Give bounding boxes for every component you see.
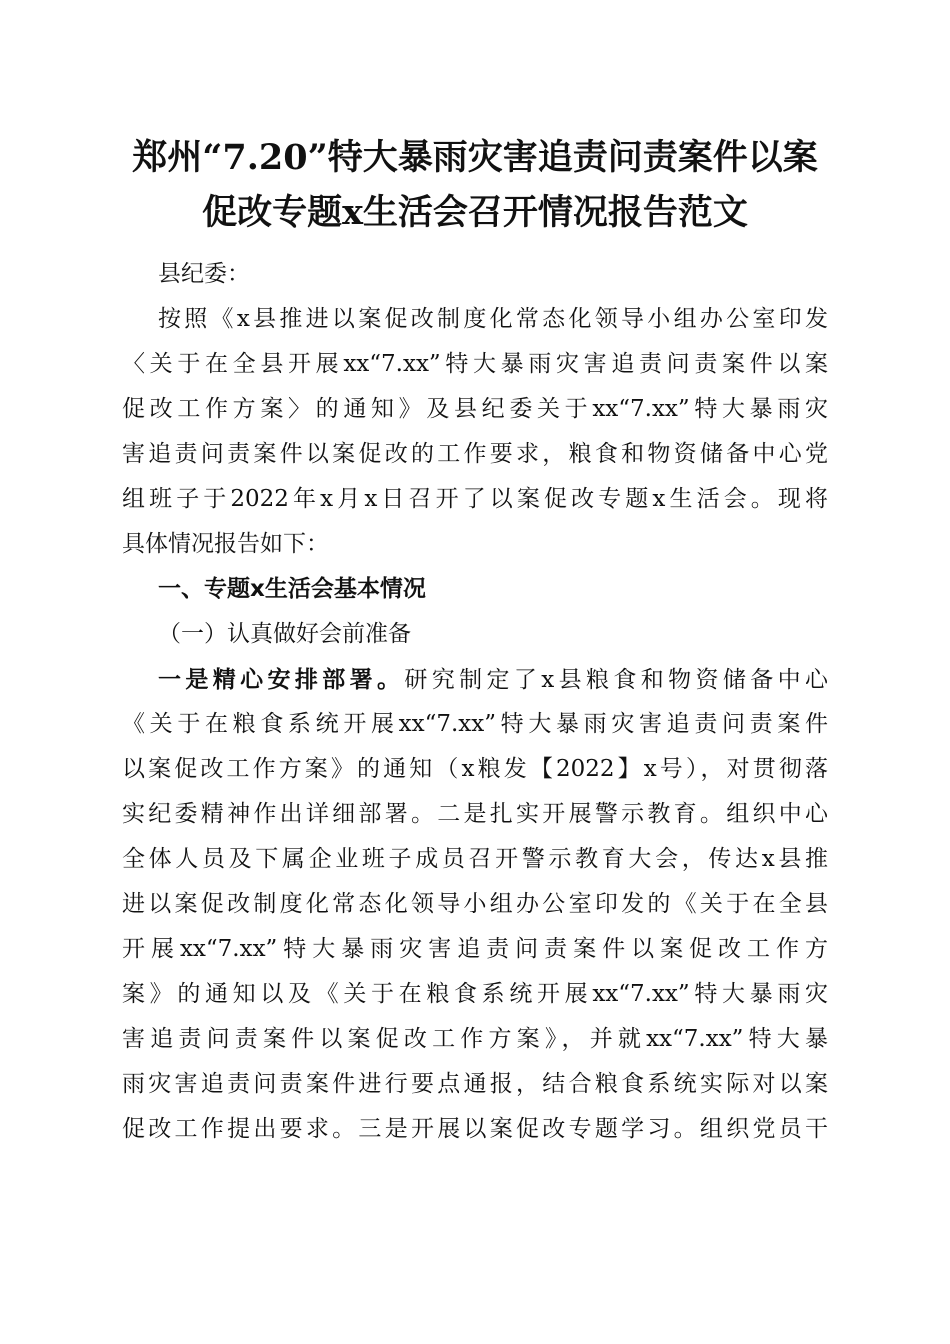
paragraph-line: 害追责问责案件以案促改工作方案》，并就xx“7.xx”特大暴 bbox=[122, 1026, 828, 1052]
paragraph-line: 促改工作方案〉的通知》及县纪委关于xx“7.xx”特大暴雨灾 bbox=[122, 396, 828, 422]
paragraph-line: 以案促改工作方案》的通知（x粮发【2022】x号），对贯彻落 bbox=[122, 756, 828, 782]
paragraph-line: 进以案促改制度化常态化领导小组办公室印发的《关于在全县 bbox=[122, 891, 828, 917]
subsection-heading-1: （一）认真做好会前准备 bbox=[158, 621, 411, 647]
paragraph-line: 《关于在粮食系统开展xx“7.xx”特大暴雨灾害追责问责案件 bbox=[122, 711, 828, 737]
paragraph-2 bbox=[122, 657, 828, 1152]
paragraph-line: 实纪委精神作出详细部署。二是扎实开展警示教育。组织中心 bbox=[122, 801, 828, 827]
paragraph-line: 全体人员及下属企业班子成员召开警示教育大会，传达x县推 bbox=[122, 846, 828, 872]
paragraph-line bbox=[122, 657, 828, 702]
paragraph-line: 组班子于2022年x月x日召开了以案促改专题x生活会。现将 bbox=[122, 486, 828, 512]
paragraph-line: 〈关于在全县开展xx“7.xx”特大暴雨灾害追责问责案件以案 bbox=[122, 351, 828, 377]
paragraph-lead: 一是精心安排部署。 bbox=[158, 666, 405, 693]
paragraph-line: 开展xx“7.xx”特大暴雨灾害追责问责案件以案促改工作方 bbox=[122, 936, 828, 962]
title-line-2: 促改专题x生活会召开情况报告范文 bbox=[202, 192, 748, 233]
paragraph-1 bbox=[122, 297, 828, 567]
paragraph-line: 雨灾害追责问责案件进行要点通报，结合粮食系统实际对以案 bbox=[122, 1071, 828, 1097]
salutation: 县纪委： bbox=[158, 261, 250, 287]
section-heading-1: 一、专题x生活会基本情况 bbox=[158, 576, 426, 602]
paragraph-line: 按照《x县推进以案促改制度化常态化领导小组办公室印发 bbox=[158, 306, 828, 332]
document-body bbox=[122, 252, 828, 1152]
paragraph-line: 促改工作提出要求。三是开展以案促改专题学习。组织党员干 bbox=[122, 1116, 828, 1142]
paragraph-line: 具体情况报告如下： bbox=[122, 531, 329, 557]
paragraph-lead-rest: 研究制定了x县粮食和物资储备中心 bbox=[404, 667, 828, 693]
document-title bbox=[100, 130, 850, 240]
title-line-1: 郑州“7.20”特大暴雨灾害追责问责案件以案 bbox=[132, 137, 818, 178]
paragraph-line: 害追责问责案件以案促改的工作要求，粮食和物资储备中心党 bbox=[122, 441, 828, 467]
paragraph-line: 案》的通知以及《关于在粮食系统开展xx“7.xx”特大暴雨灾 bbox=[122, 981, 828, 1007]
